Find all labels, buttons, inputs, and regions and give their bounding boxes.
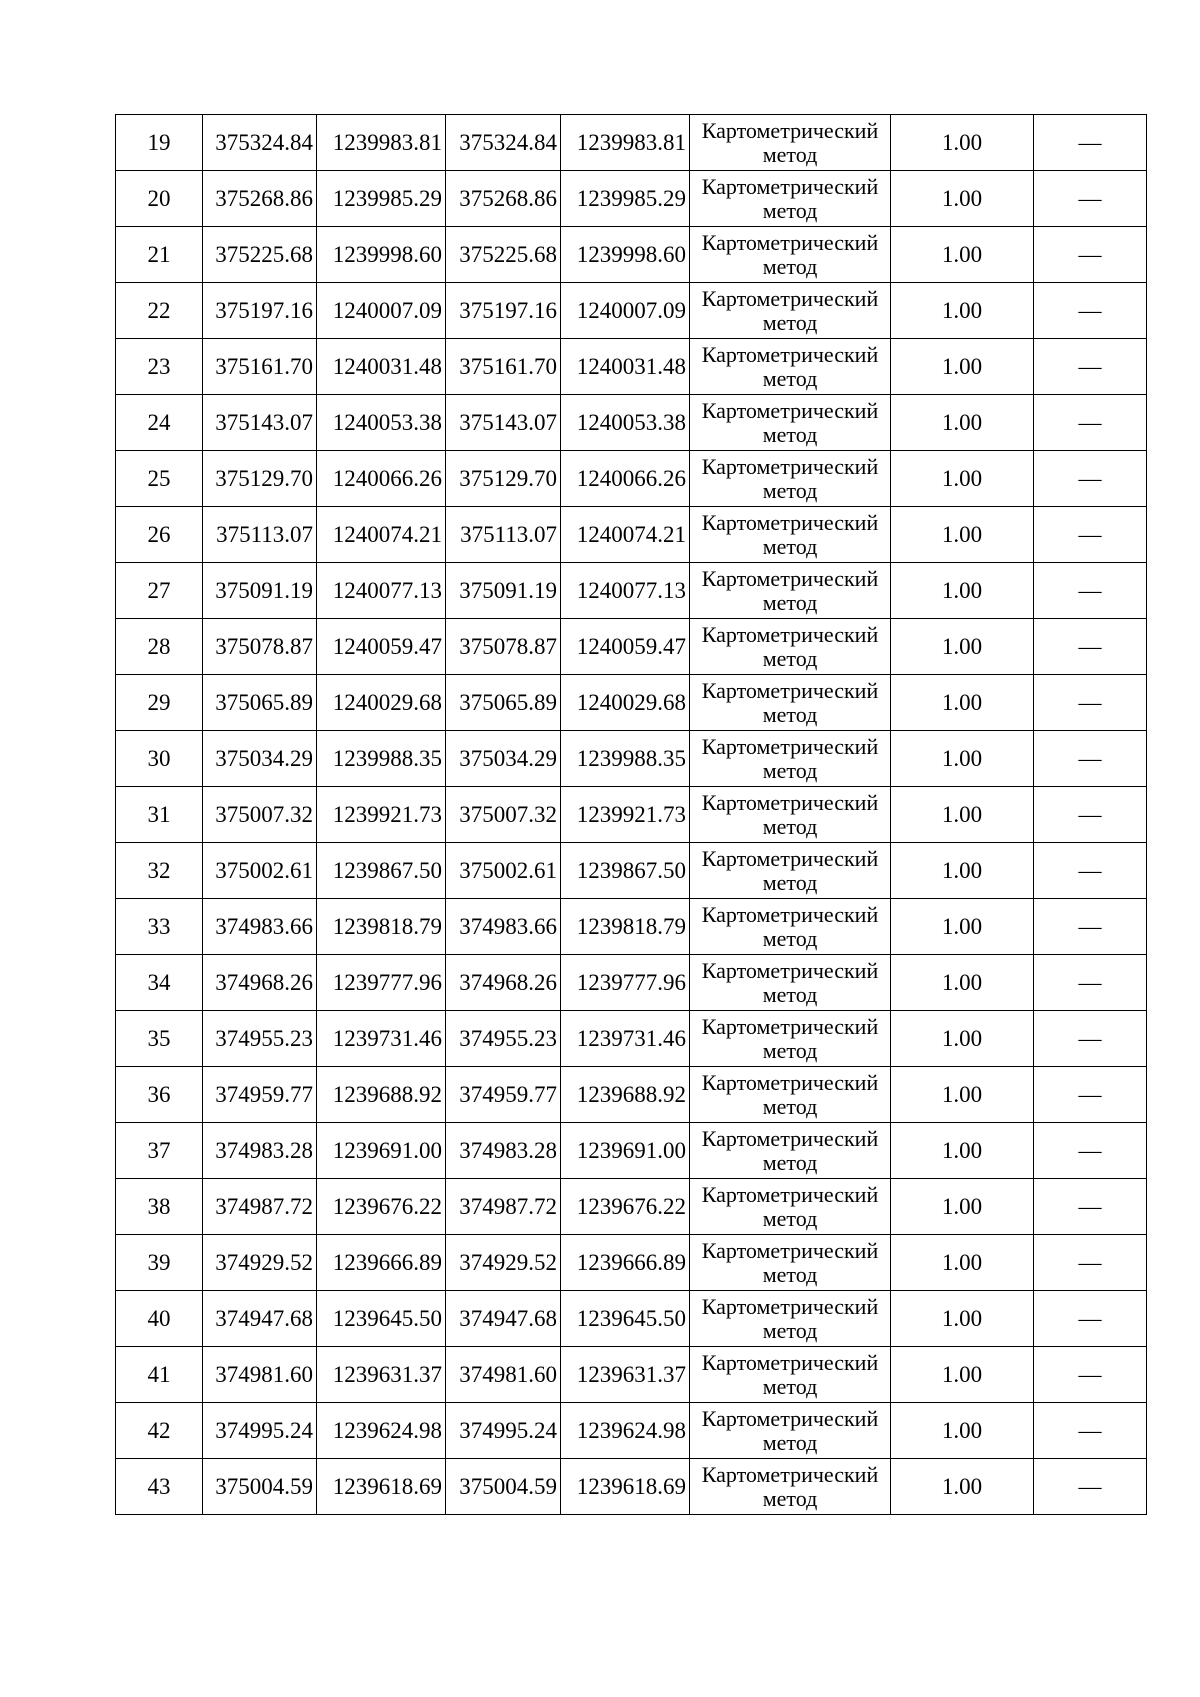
new-x-cell: 375161.70 [446,339,561,395]
new-y-cell: 1239624.98 [561,1403,690,1459]
existing-y-cell: 1239921.73 [317,787,446,843]
new-y-cell: 1240031.48 [561,339,690,395]
accuracy-cell: 1.00 [891,899,1034,955]
existing-y-cell: 1239676.22 [317,1179,446,1235]
new-y-cell: 1239691.00 [561,1123,690,1179]
table-row [116,395,1147,451]
table-row [116,1067,1147,1123]
method-cell: Картометрический метод [690,731,891,787]
table-row [116,1291,1147,1347]
new-x-cell: 374981.60 [446,1347,561,1403]
new-y-cell: 1240029.68 [561,675,690,731]
table-row [116,1179,1147,1235]
note-cell: — [1034,619,1147,675]
note-cell: — [1034,283,1147,339]
accuracy-cell: 1.00 [891,115,1034,171]
method-cell: Картометрический метод [690,395,891,451]
method-cell: Картометрический метод [690,843,891,899]
coordinates-table [115,114,1147,1515]
point-number-cell: 19 [116,115,203,171]
table-row [116,339,1147,395]
new-y-cell: 1240077.13 [561,563,690,619]
existing-y-cell: 1240074.21 [317,507,446,563]
method-cell: Картометрический метод [690,1347,891,1403]
existing-x-cell: 374968.26 [203,955,317,1011]
point-number-cell: 24 [116,395,203,451]
note-cell: — [1034,899,1147,955]
method-cell: Картометрический метод [690,451,891,507]
new-x-cell: 374995.24 [446,1403,561,1459]
new-x-cell: 375129.70 [446,451,561,507]
new-y-cell: 1240074.21 [561,507,690,563]
method-cell: Картометрический метод [690,955,891,1011]
new-y-cell: 1240059.47 [561,619,690,675]
new-y-cell: 1240066.26 [561,451,690,507]
existing-y-cell: 1239688.92 [317,1067,446,1123]
new-x-cell: 374983.66 [446,899,561,955]
existing-x-cell: 374983.66 [203,899,317,955]
existing-x-cell: 375065.89 [203,675,317,731]
table-row [116,227,1147,283]
new-y-cell: 1239676.22 [561,1179,690,1235]
accuracy-cell: 1.00 [891,563,1034,619]
table-row [116,507,1147,563]
method-cell: Картометрический метод [690,507,891,563]
point-number-cell: 32 [116,843,203,899]
existing-x-cell: 374947.68 [203,1291,317,1347]
new-x-cell: 374929.52 [446,1235,561,1291]
existing-y-cell: 1240066.26 [317,451,446,507]
accuracy-cell: 1.00 [891,1067,1034,1123]
existing-x-cell: 375078.87 [203,619,317,675]
note-cell: — [1034,395,1147,451]
method-cell: Картометрический метод [690,283,891,339]
accuracy-cell: 1.00 [891,395,1034,451]
new-y-cell: 1239818.79 [561,899,690,955]
existing-y-cell: 1239731.46 [317,1011,446,1067]
point-number-cell: 43 [116,1459,203,1515]
method-cell: Картометрический метод [690,339,891,395]
point-number-cell: 29 [116,675,203,731]
note-cell: — [1034,1459,1147,1515]
method-cell: Картометрический метод [690,1179,891,1235]
new-y-cell: 1239998.60 [561,227,690,283]
new-x-cell: 375078.87 [446,619,561,675]
point-number-cell: 38 [116,1179,203,1235]
note-cell: — [1034,843,1147,899]
new-y-cell: 1239777.96 [561,955,690,1011]
note-cell: — [1034,787,1147,843]
existing-x-cell: 374983.28 [203,1123,317,1179]
note-cell: — [1034,1067,1147,1123]
existing-y-cell: 1239645.50 [317,1291,446,1347]
method-cell: Картометрический метод [690,1123,891,1179]
method-cell: Картометрический метод [690,1235,891,1291]
existing-y-cell: 1239998.60 [317,227,446,283]
new-y-cell: 1239921.73 [561,787,690,843]
existing-y-cell: 1239666.89 [317,1235,446,1291]
existing-x-cell: 375161.70 [203,339,317,395]
new-x-cell: 375065.89 [446,675,561,731]
accuracy-cell: 1.00 [891,843,1034,899]
existing-y-cell: 1239988.35 [317,731,446,787]
method-cell: Картометрический метод [690,1291,891,1347]
existing-x-cell: 375324.84 [203,115,317,171]
accuracy-cell: 1.00 [891,171,1034,227]
table-row [116,115,1147,171]
new-y-cell: 1240007.09 [561,283,690,339]
existing-y-cell: 1240007.09 [317,283,446,339]
point-number-cell: 34 [116,955,203,1011]
accuracy-cell: 1.00 [891,1123,1034,1179]
new-x-cell: 375007.32 [446,787,561,843]
table-row [116,619,1147,675]
existing-x-cell: 375091.19 [203,563,317,619]
point-number-cell: 28 [116,619,203,675]
method-cell: Картометрический метод [690,899,891,955]
new-y-cell: 1239985.29 [561,171,690,227]
new-x-cell: 375225.68 [446,227,561,283]
existing-y-cell: 1239631.37 [317,1347,446,1403]
point-number-cell: 26 [116,507,203,563]
table-row [116,1403,1147,1459]
new-x-cell: 375034.29 [446,731,561,787]
accuracy-cell: 1.00 [891,227,1034,283]
method-cell: Картометрический метод [690,619,891,675]
accuracy-cell: 1.00 [891,283,1034,339]
existing-y-cell: 1239818.79 [317,899,446,955]
note-cell: — [1034,731,1147,787]
new-y-cell: 1239631.37 [561,1347,690,1403]
new-x-cell: 375091.19 [446,563,561,619]
point-number-cell: 30 [116,731,203,787]
new-y-cell: 1239645.50 [561,1291,690,1347]
accuracy-cell: 1.00 [891,1291,1034,1347]
existing-x-cell: 375225.68 [203,227,317,283]
note-cell: — [1034,171,1147,227]
new-y-cell: 1239983.81 [561,115,690,171]
note-cell: — [1034,563,1147,619]
accuracy-cell: 1.00 [891,1459,1034,1515]
method-cell: Картометрический метод [690,563,891,619]
table-row [116,1347,1147,1403]
note-cell: — [1034,1403,1147,1459]
point-number-cell: 31 [116,787,203,843]
table-row [116,899,1147,955]
new-x-cell: 375002.61 [446,843,561,899]
note-cell: — [1034,1123,1147,1179]
note-cell: — [1034,1347,1147,1403]
new-x-cell: 375113.07 [446,507,561,563]
new-y-cell: 1240053.38 [561,395,690,451]
existing-x-cell: 375197.16 [203,283,317,339]
new-y-cell: 1239618.69 [561,1459,690,1515]
note-cell: — [1034,1235,1147,1291]
new-x-cell: 375268.86 [446,171,561,227]
table-row [116,171,1147,227]
table-row [116,787,1147,843]
method-cell: Картометрический метод [690,115,891,171]
existing-x-cell: 375113.07 [203,507,317,563]
new-y-cell: 1239867.50 [561,843,690,899]
point-number-cell: 21 [116,227,203,283]
point-number-cell: 27 [116,563,203,619]
table-row [116,283,1147,339]
accuracy-cell: 1.00 [891,1011,1034,1067]
note-cell: — [1034,227,1147,283]
note-cell: — [1034,115,1147,171]
table-row [116,675,1147,731]
existing-x-cell: 374987.72 [203,1179,317,1235]
note-cell: — [1034,675,1147,731]
note-cell: — [1034,339,1147,395]
existing-y-cell: 1239983.81 [317,115,446,171]
new-y-cell: 1239731.46 [561,1011,690,1067]
accuracy-cell: 1.00 [891,1179,1034,1235]
accuracy-cell: 1.00 [891,339,1034,395]
table-row [116,955,1147,1011]
accuracy-cell: 1.00 [891,619,1034,675]
new-x-cell: 375324.84 [446,115,561,171]
accuracy-cell: 1.00 [891,1347,1034,1403]
existing-y-cell: 1239867.50 [317,843,446,899]
accuracy-cell: 1.00 [891,675,1034,731]
point-number-cell: 39 [116,1235,203,1291]
existing-x-cell: 374995.24 [203,1403,317,1459]
method-cell: Картометрический метод [690,171,891,227]
existing-y-cell: 1239618.69 [317,1459,446,1515]
method-cell: Картометрический метод [690,787,891,843]
table-row [116,563,1147,619]
new-x-cell: 374983.28 [446,1123,561,1179]
note-cell: — [1034,451,1147,507]
existing-y-cell: 1240053.38 [317,395,446,451]
existing-y-cell: 1239691.00 [317,1123,446,1179]
new-x-cell: 375004.59 [446,1459,561,1515]
existing-y-cell: 1240029.68 [317,675,446,731]
accuracy-cell: 1.00 [891,507,1034,563]
existing-x-cell: 375129.70 [203,451,317,507]
table-row [116,1011,1147,1067]
new-x-cell: 374955.23 [446,1011,561,1067]
point-number-cell: 20 [116,171,203,227]
new-x-cell: 375197.16 [446,283,561,339]
point-number-cell: 36 [116,1067,203,1123]
existing-x-cell: 374959.77 [203,1067,317,1123]
existing-x-cell: 375034.29 [203,731,317,787]
new-y-cell: 1239688.92 [561,1067,690,1123]
existing-y-cell: 1239777.96 [317,955,446,1011]
method-cell: Картометрический метод [690,1011,891,1067]
table-row [116,843,1147,899]
new-y-cell: 1239988.35 [561,731,690,787]
method-cell: Картометрический метод [690,1067,891,1123]
existing-y-cell: 1239624.98 [317,1403,446,1459]
existing-x-cell: 375004.59 [203,1459,317,1515]
note-cell: — [1034,1011,1147,1067]
table-row [116,731,1147,787]
note-cell: — [1034,1179,1147,1235]
point-number-cell: 41 [116,1347,203,1403]
new-x-cell: 374987.72 [446,1179,561,1235]
new-y-cell: 1239666.89 [561,1235,690,1291]
existing-x-cell: 375007.32 [203,787,317,843]
existing-x-cell: 374929.52 [203,1235,317,1291]
new-x-cell: 374968.26 [446,955,561,1011]
accuracy-cell: 1.00 [891,1403,1034,1459]
point-number-cell: 35 [116,1011,203,1067]
note-cell: — [1034,1291,1147,1347]
table-row [116,1459,1147,1515]
new-x-cell: 374947.68 [446,1291,561,1347]
point-number-cell: 40 [116,1291,203,1347]
accuracy-cell: 1.00 [891,1235,1034,1291]
table-body [116,115,1147,1515]
existing-x-cell: 374955.23 [203,1011,317,1067]
table-row [116,451,1147,507]
accuracy-cell: 1.00 [891,955,1034,1011]
existing-y-cell: 1240031.48 [317,339,446,395]
table-row [116,1235,1147,1291]
existing-y-cell: 1239985.29 [317,171,446,227]
note-cell: — [1034,955,1147,1011]
existing-x-cell: 374981.60 [203,1347,317,1403]
point-number-cell: 23 [116,339,203,395]
existing-y-cell: 1240059.47 [317,619,446,675]
existing-x-cell: 375002.61 [203,843,317,899]
point-number-cell: 22 [116,283,203,339]
method-cell: Картометрический метод [690,1459,891,1515]
method-cell: Картометрический метод [690,675,891,731]
accuracy-cell: 1.00 [891,787,1034,843]
existing-x-cell: 375268.86 [203,171,317,227]
method-cell: Картометрический метод [690,1403,891,1459]
note-cell: — [1034,507,1147,563]
existing-x-cell: 375143.07 [203,395,317,451]
point-number-cell: 25 [116,451,203,507]
point-number-cell: 42 [116,1403,203,1459]
accuracy-cell: 1.00 [891,731,1034,787]
point-number-cell: 33 [116,899,203,955]
existing-y-cell: 1240077.13 [317,563,446,619]
new-x-cell: 374959.77 [446,1067,561,1123]
point-number-cell: 37 [116,1123,203,1179]
table-row [116,1123,1147,1179]
accuracy-cell: 1.00 [891,451,1034,507]
method-cell: Картометрический метод [690,227,891,283]
new-x-cell: 375143.07 [446,395,561,451]
